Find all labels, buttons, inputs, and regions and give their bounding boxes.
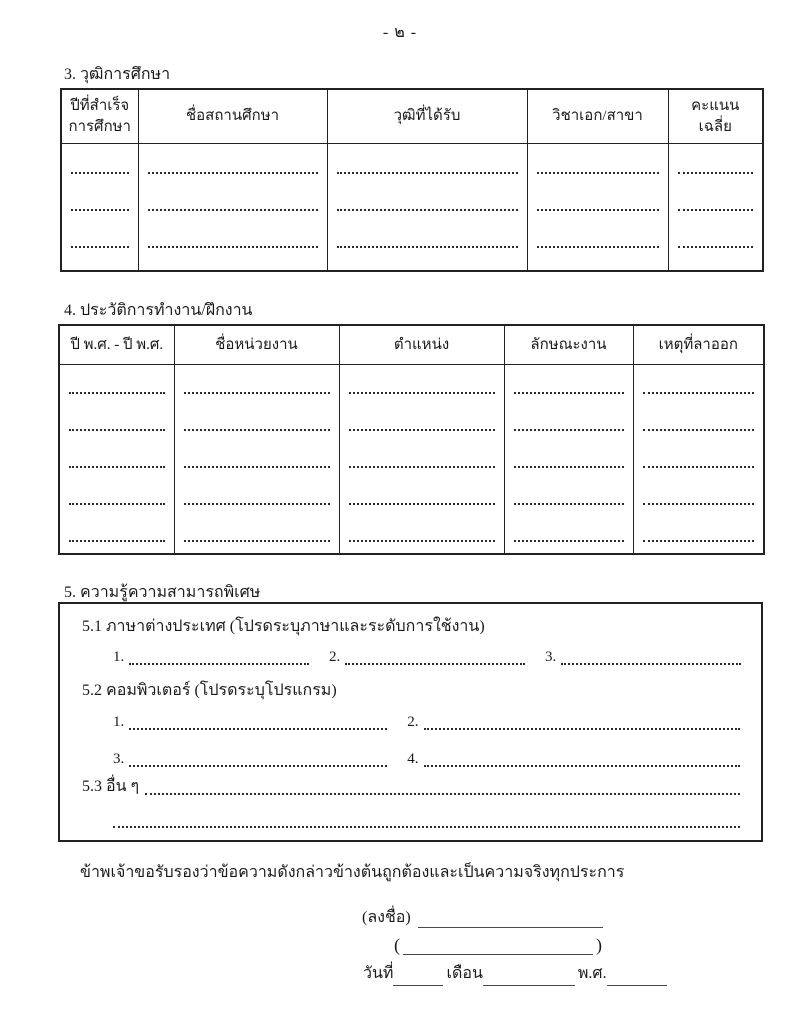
fill-line bbox=[349, 394, 495, 431]
signature-name-row bbox=[394, 934, 602, 956]
education-table-header-row bbox=[61, 89, 763, 144]
fill-line bbox=[337, 174, 518, 211]
fill-line bbox=[345, 648, 525, 665]
fill-line bbox=[349, 505, 495, 542]
fill-line bbox=[69, 394, 165, 431]
fill-line bbox=[71, 211, 129, 248]
spacer bbox=[309, 648, 329, 649]
fill-line bbox=[337, 144, 518, 174]
fill-line bbox=[537, 144, 659, 174]
header-line: ปีที่สำเร็จ bbox=[70, 97, 130, 114]
header-line: วุฒิที่ได้รับ bbox=[393, 108, 461, 124]
item-number: 1. bbox=[113, 714, 125, 730]
day-line bbox=[393, 964, 443, 986]
date-row bbox=[360, 964, 667, 986]
work-history-table bbox=[58, 324, 765, 555]
fill-line bbox=[514, 365, 624, 394]
fill-line bbox=[337, 211, 518, 248]
signature-line bbox=[418, 908, 603, 928]
paren-close: ) bbox=[596, 935, 602, 955]
fill-line bbox=[71, 144, 129, 174]
computer-fill-row bbox=[113, 750, 740, 768]
fill-line bbox=[678, 174, 754, 211]
education-blank-cell bbox=[138, 144, 327, 272]
signature-row bbox=[362, 908, 603, 928]
fill-line bbox=[69, 468, 165, 505]
fill-line bbox=[113, 811, 740, 828]
education-blank-cell bbox=[527, 144, 668, 272]
education-col-institution bbox=[138, 89, 327, 144]
fill-line bbox=[184, 505, 330, 542]
education-section-heading: 3. วุฒิการศึกษา bbox=[64, 66, 171, 83]
month-label: เดือน bbox=[446, 965, 483, 982]
education-col-degree bbox=[327, 89, 527, 144]
fill-line bbox=[69, 365, 165, 394]
year-label: พ.ศ. bbox=[577, 965, 607, 982]
fill-line bbox=[643, 431, 755, 468]
education-table-body-row bbox=[61, 144, 763, 272]
other-skills-label: 5.3 อื่น ๆ bbox=[82, 778, 140, 795]
fill-line bbox=[561, 648, 741, 665]
fill-line bbox=[643, 394, 755, 431]
fill-line bbox=[514, 394, 624, 431]
fill-line bbox=[424, 713, 741, 730]
fill-line bbox=[148, 144, 318, 174]
languages-label: 5.1 ภาษาต่างประเทศ (โปรดระบุภาษาและระดับการใช้งาน) bbox=[82, 618, 485, 635]
fill-line bbox=[71, 174, 129, 211]
fill-line bbox=[514, 431, 624, 468]
header-line: วิชาเอก/สาขา bbox=[552, 108, 643, 124]
item-number: 2. bbox=[407, 714, 419, 730]
languages-fill-row bbox=[113, 648, 741, 666]
fill-line bbox=[424, 750, 741, 767]
computer-fill-row bbox=[113, 713, 740, 731]
item-number: 4. bbox=[407, 751, 419, 767]
header-line: การศึกษา bbox=[68, 118, 131, 135]
education-blank-cell bbox=[668, 144, 763, 272]
item-number: 1. bbox=[113, 649, 125, 665]
education-table bbox=[60, 88, 764, 272]
spacer bbox=[387, 750, 407, 751]
fill-line bbox=[184, 468, 330, 505]
work-col-position: ตำแหน่ง bbox=[339, 325, 504, 365]
fill-line bbox=[514, 468, 624, 505]
fill-line bbox=[148, 211, 318, 248]
fill-line bbox=[349, 431, 495, 468]
fill-line bbox=[184, 365, 330, 394]
header-line: ชื่อสถานศึกษา bbox=[185, 108, 280, 124]
fill-line bbox=[349, 468, 495, 505]
work-blank-cell bbox=[174, 365, 339, 555]
spacer bbox=[525, 648, 545, 649]
fill-line bbox=[148, 174, 318, 211]
work-col-resign-reason: เหตุที่ลาออก bbox=[633, 325, 764, 365]
item-number: 2. bbox=[329, 649, 341, 665]
education-col-year bbox=[61, 89, 138, 144]
header-line: เฉลี่ย bbox=[698, 118, 732, 135]
fill-line bbox=[184, 431, 330, 468]
work-col-job-type: ลักษณะงาน bbox=[504, 325, 633, 365]
work-col-organization: ชื่อหน่วยงาน bbox=[174, 325, 339, 365]
education-blank-cell bbox=[327, 144, 527, 272]
fill-line bbox=[537, 174, 659, 211]
day-label: วันที่ bbox=[363, 965, 394, 982]
work-col-years: ปี พ.ศ. - ปี พ.ศ. bbox=[59, 325, 174, 365]
work-blank-cell bbox=[339, 365, 504, 555]
fill-line bbox=[69, 505, 165, 542]
fill-line bbox=[69, 431, 165, 468]
work-blank-cell bbox=[504, 365, 633, 555]
work-history-section-heading: 4. ประวัติการทำงาน/ฝึกงาน bbox=[64, 302, 253, 319]
item-number: 3. bbox=[545, 649, 557, 665]
fill-line bbox=[643, 365, 755, 394]
fill-line bbox=[129, 713, 387, 730]
fill-line bbox=[643, 468, 755, 505]
spacer bbox=[387, 713, 407, 714]
fill-line bbox=[678, 144, 754, 174]
fill-line bbox=[678, 211, 754, 248]
header-line: คะแนน bbox=[691, 97, 740, 114]
fill-line bbox=[129, 750, 387, 767]
work-table-body-row bbox=[59, 365, 764, 555]
education-blank-cell bbox=[61, 144, 138, 272]
other-skills-row bbox=[82, 778, 740, 796]
fill-line bbox=[129, 648, 309, 665]
paren-open: ( bbox=[394, 935, 400, 955]
work-blank-cell bbox=[633, 365, 764, 555]
name-line bbox=[403, 934, 593, 955]
work-blank-cell bbox=[59, 365, 174, 555]
month-line bbox=[483, 964, 575, 986]
education-col-major bbox=[527, 89, 668, 144]
other-skills-continuation-row bbox=[113, 811, 740, 829]
sign-label: (ลงชื่อ) bbox=[362, 909, 411, 926]
skills-section-heading: 5. ความรู้ความสามารถพิเศษ bbox=[64, 584, 261, 601]
skills-box bbox=[58, 602, 763, 842]
education-col-gpa bbox=[668, 89, 763, 144]
declaration-statement: ข้าพเจ้าขอรับรองว่าข้อความดังกล่าวข้างต้นถูกต้องและเป็นความจริงทุกประการ bbox=[80, 864, 625, 881]
work-table-header-row bbox=[59, 325, 764, 365]
fill-line bbox=[349, 365, 495, 394]
computer-label: 5.2 คอมพิวเตอร์ (โปรดระบุโปรแกรม) bbox=[82, 682, 337, 699]
item-number: 3. bbox=[113, 751, 125, 767]
year-line bbox=[607, 964, 667, 986]
fill-line bbox=[184, 394, 330, 431]
fill-line bbox=[514, 505, 624, 542]
page-number: - ๒ - bbox=[382, 24, 418, 41]
fill-line bbox=[145, 778, 740, 795]
fill-line bbox=[537, 211, 659, 248]
fill-line bbox=[643, 505, 755, 542]
